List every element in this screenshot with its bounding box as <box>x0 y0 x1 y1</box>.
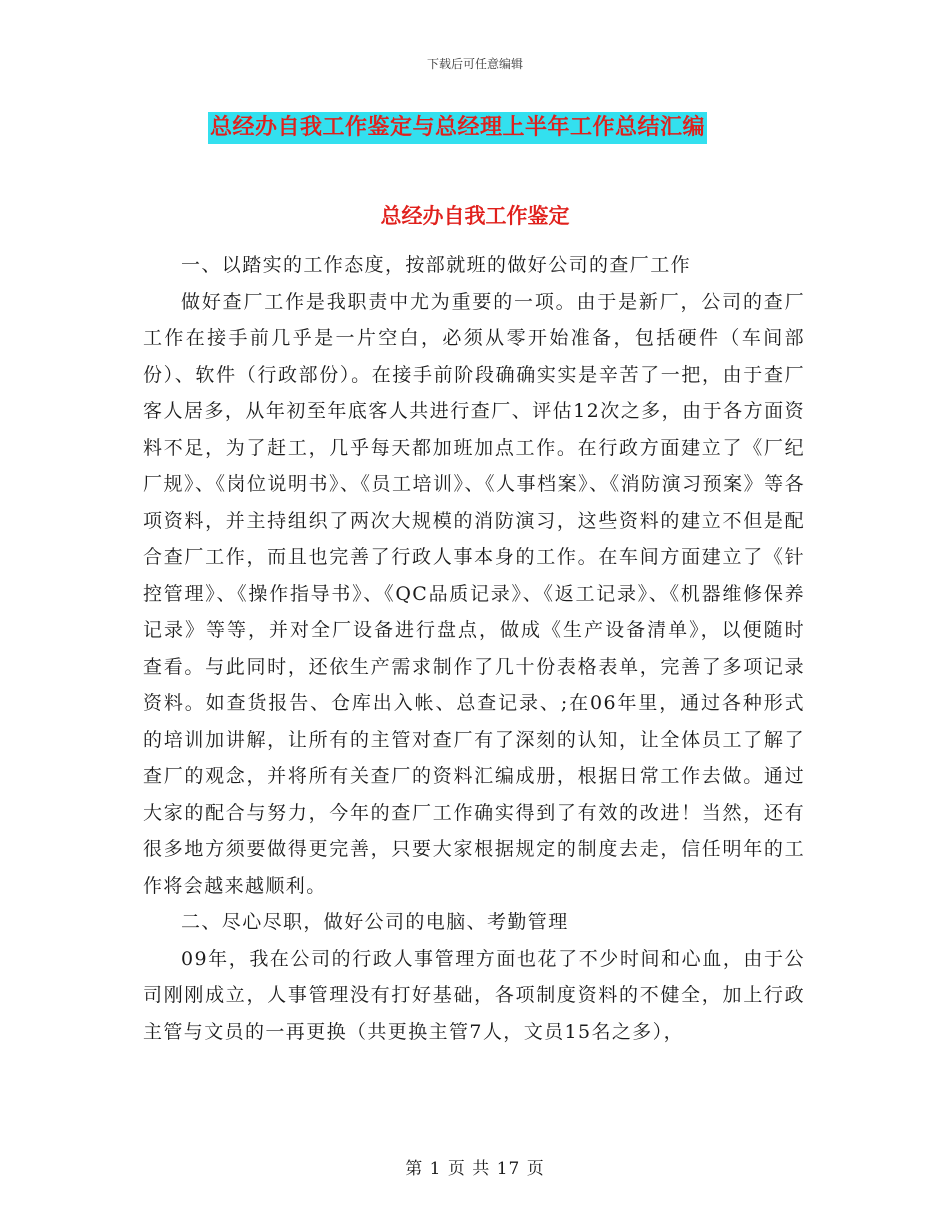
paragraph: 09年，我在公司的行政人事管理方面也花了不少时间和心血，由于公司刚刚成立，人事管理没有打好基础，各项制度资料的不健全，加上行政主管与文员的一再更换（共更换主管7人，文员15名之多）， <box>143 947 805 1043</box>
section-title: 总经办自我工作鉴定 <box>380 204 570 228</box>
document-body <box>143 247 805 1050</box>
paragraph-heading-2: 二、尽心尽职，做好公司的电脑、考勤管理 <box>181 911 569 933</box>
page-footer: 第 1 页 共 17 页 <box>405 1159 545 1179</box>
paragraph-heading-1: 一、以踏实的工作态度，按部就班的做好公司的查厂工作 <box>181 254 692 276</box>
header-note: 下载后可任意编辑 <box>426 57 523 71</box>
document-title: 总经办自我工作鉴定与总经理上半年工作总结汇编 <box>208 112 707 144</box>
paragraph: 做好查厂工作是我职责中尤为重要的一项。由于是新厂，公司的查厂工作在接手前几乎是一片空白，必须从零开始准备，包括硬件（车间部份）、软件（行政部份）。在接手前阶段确确实实是辛苦了一把，由于查厂客人居多，从年初至年底客人共进行查厂、评估12次之多，由于各方面资料不足，为了赶工，几乎每天都加班加点工作。在行政方面建立了《厂纪厂规》、《岗位说明书》、《员工培训》、《人事档案》、《消防演习预案》等各项资料，并主持组织了两次大规模的消防演习，这些资料的建立不但是配合查厂工作，而且也完善了行政人事本身的工作。在车间方面建立了《针控管理》、《操作指导书》、《QC品质记录》、《返工记录》、《机器维修保养记录》等等，并对全厂设备进行盘点，做成《生产设备清单》，以便随时查看。与此同时，还依生产需求制作了几十份表格表单，完善了多项记录资料。如查货报告、仓库出入帐、总查记录、;在06年里，通过各种形式的培训加讲解，让所有的主管对查厂有了深刻的认知，让全体员工了解了查厂的观念，并将所有关查厂的资料汇编成册，根据日常工作去做。通过大家的配合与努力，今年的查厂工作确实得到了有效的改进！当然，还有很多地方须要做得更完善，只要大家根据规定的制度去走，信任明年的工作将会越来越顺利。 <box>143 290 805 897</box>
